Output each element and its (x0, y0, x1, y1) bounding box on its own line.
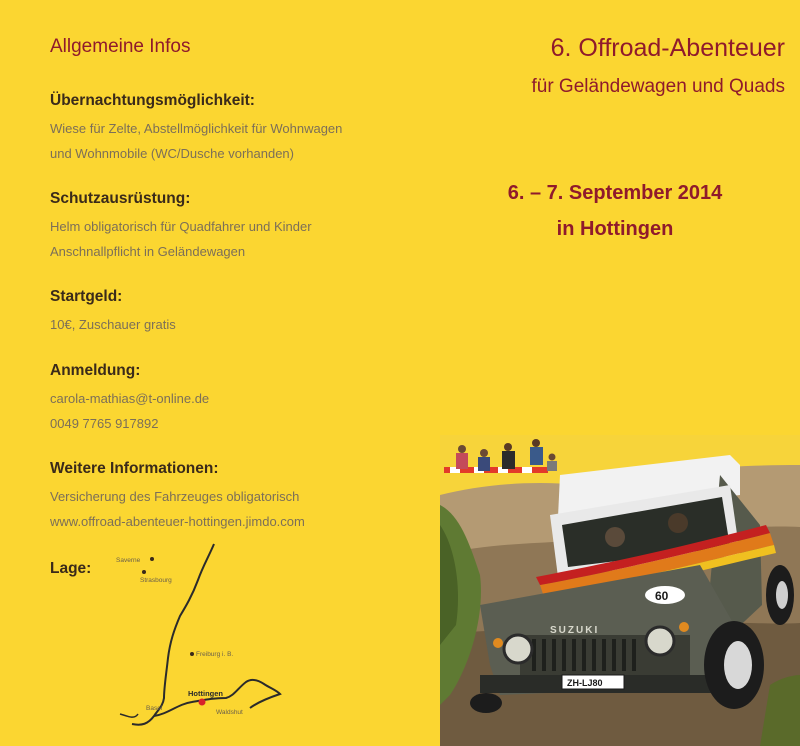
section-more-info (50, 460, 305, 534)
event-panel (430, 0, 800, 746)
location-marker (199, 699, 206, 706)
map-label: Saverne (116, 557, 141, 564)
section-fee (50, 288, 176, 337)
map-label: Basel (146, 705, 163, 712)
location-map (108, 538, 298, 738)
section-line: Anschnallpflicht in Geländewagen (50, 244, 246, 259)
start-number: 60 (655, 589, 669, 603)
section-title: Übernachtungsmöglichkeit: (50, 92, 255, 109)
section-title: Anmeldung: (50, 362, 141, 379)
section-line: 10€, Zuschauer gratis (50, 317, 176, 332)
border-line (120, 714, 138, 717)
offroad-photo (440, 435, 800, 746)
section-line: Helm obligatorisch für Quadfahrer und Kinder (50, 219, 312, 234)
map-label-hottingen: Hottingen (188, 689, 223, 698)
map-point (190, 652, 194, 656)
section-title: Startgeld: (50, 288, 123, 305)
license-plate: ZH-LJ80 (567, 678, 603, 688)
section-title: Lage: (50, 560, 92, 577)
event-subtitle: für Geländewagen und Quads (531, 76, 785, 97)
map-label: Strasbourg (140, 577, 172, 584)
map-label: Waldshut (216, 709, 243, 716)
section-location (50, 560, 91, 584)
map-point (142, 570, 146, 574)
section-protection (50, 190, 312, 264)
brand-text: SUZUKI (550, 625, 600, 636)
section-title: Weitere Informationen: (50, 460, 219, 477)
registration-email[interactable]: carola-mathias@t-online.de (50, 391, 210, 406)
map-point (150, 557, 154, 561)
section-line: und Wohnmobile (WC/Dusche vorhanden) (50, 146, 294, 161)
registration-phone: 0049 7765 917892 (50, 416, 159, 431)
section-line: Wiese für Zelte, Abstellmöglichkeit für Wohnwagen (50, 121, 343, 136)
section-registration (50, 362, 209, 436)
event-title: 6. Offroad-Abenteuer (550, 34, 785, 62)
map-label: Freiburg i. B. (196, 651, 234, 658)
section-title: Schutzausrüstung: (50, 190, 191, 207)
info-heading: Allgemeine Infos (50, 36, 191, 57)
event-place: in Hottingen (556, 218, 674, 240)
event-date: 6. – 7. September 2014 (507, 182, 723, 204)
section-accommodation (50, 92, 342, 166)
section-line: Versicherung des Fahrzeuges obligatorisch (50, 489, 300, 504)
website-link[interactable]: www.offroad-abenteuer-hottingen.jimdo.com (50, 514, 305, 529)
